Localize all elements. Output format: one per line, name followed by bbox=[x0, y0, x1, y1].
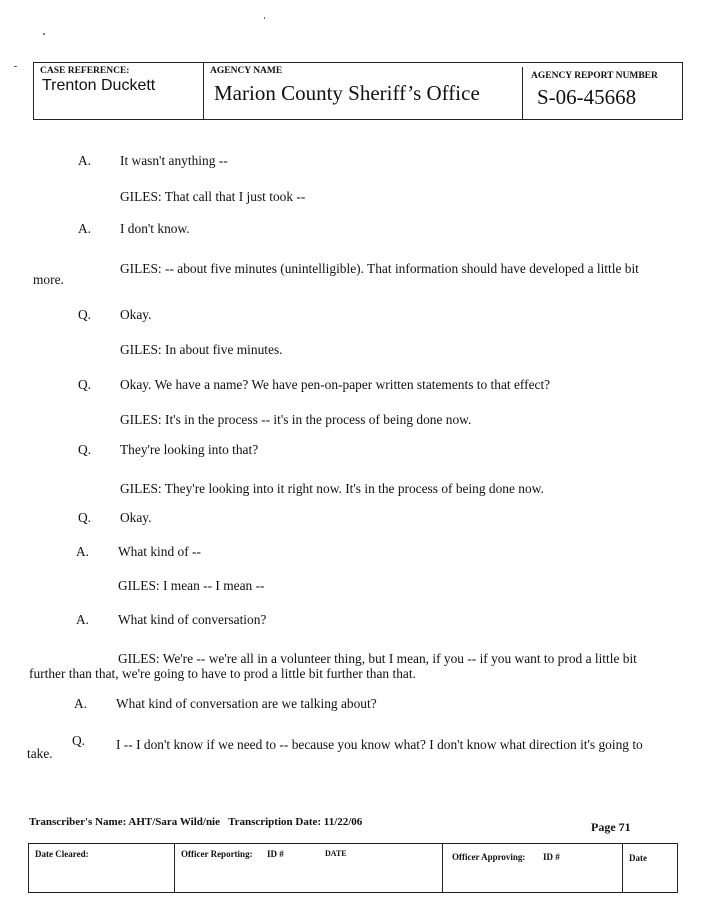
header-table bbox=[33, 62, 683, 120]
speaker-label: Q. bbox=[72, 733, 86, 748]
transcript-line: It wasn't anything -- bbox=[120, 153, 228, 168]
transcript-line: GILES: In about five minutes. bbox=[120, 342, 283, 357]
speaker-label: Q. bbox=[78, 442, 92, 457]
scan-speck bbox=[43, 33, 45, 35]
speaker-label: A. bbox=[74, 696, 88, 711]
speaker-label: A. bbox=[76, 612, 90, 627]
speaker-label: A. bbox=[76, 544, 90, 559]
transcript-line: GILES: -- about five minutes (unintelligible). That information should have developed a little bit bbox=[120, 261, 639, 276]
officer-reporting-date-label: DATE bbox=[325, 849, 347, 858]
case-reference-value: Trenton Duckett bbox=[42, 77, 156, 94]
case-reference-cell bbox=[34, 63, 204, 119]
transcript-line: I don't know. bbox=[120, 221, 190, 236]
agency-name-cell bbox=[204, 63, 522, 119]
scan-speck bbox=[14, 66, 17, 67]
case-reference-label: CASE REFERENCE: bbox=[40, 66, 130, 76]
agency-name-label: AGENCY NAME bbox=[210, 66, 283, 76]
approving-date-cell bbox=[623, 844, 677, 892]
transcript-continuation: take. bbox=[27, 746, 53, 761]
transcription-date-value: 11/22/06 bbox=[323, 816, 363, 828]
transcript-line: Okay. bbox=[120, 307, 152, 322]
officer-approving-label: Officer Approving: bbox=[452, 852, 526, 862]
transcript-continuation: more. bbox=[33, 272, 64, 287]
agency-report-number-value: S-06-45668 bbox=[537, 85, 637, 109]
officer-approving-id-label: ID # bbox=[543, 852, 560, 862]
agency-name-value: Marion County Sheriff’s Office bbox=[214, 81, 480, 105]
scan-speck bbox=[264, 17, 265, 19]
transcript-line: Okay. We have a name? We have pen-on-paper written statements to that effect? bbox=[120, 377, 551, 392]
officer-approving-cell bbox=[443, 844, 623, 892]
date-cleared-cell bbox=[29, 844, 175, 892]
transcriber-label: Transcriber's Name: bbox=[29, 816, 127, 828]
transcript-line: They're looking into that? bbox=[120, 442, 259, 457]
transcript-line: What kind of -- bbox=[118, 544, 201, 559]
page-number bbox=[591, 820, 631, 835]
transcript-line: GILES: We're -- we're all in a volunteer thing, but I mean, if you -- if you want to prod a little bit bbox=[118, 651, 637, 666]
agency-report-number-cell bbox=[522, 67, 682, 119]
approving-date-label: Date bbox=[629, 853, 647, 863]
transcript-line: GILES: They're looking into it right now. It's in the process of being done now. bbox=[120, 481, 544, 496]
page-label: Page bbox=[591, 820, 616, 834]
officer-reporting-id-label: ID # bbox=[267, 849, 284, 859]
transcriber-value: AHT/Sara Wild/nie bbox=[128, 816, 220, 828]
speaker-label: A. bbox=[78, 153, 92, 168]
transcript-line: What kind of conversation? bbox=[118, 612, 267, 627]
footer-table bbox=[28, 843, 678, 893]
transcript-line: GILES: I mean -- I mean -- bbox=[118, 578, 265, 593]
transcript-line: GILES: It's in the process -- it's in the process of being done now. bbox=[120, 412, 472, 427]
speaker-label: Q. bbox=[78, 510, 92, 525]
transcript-line: What kind of conversation are we talking about? bbox=[116, 696, 377, 711]
page-number-value: 71 bbox=[618, 820, 631, 834]
speaker-label: A. bbox=[78, 221, 92, 236]
transcript-line: I -- I don't know if we need to -- because you know what? I don't know what direction it's going to bbox=[116, 737, 643, 752]
officer-reporting-label: Officer Reporting: bbox=[181, 849, 253, 859]
transcript-line: GILES: That call that I just took -- bbox=[120, 189, 306, 204]
transcription-date-label: Transcription Date: bbox=[228, 816, 322, 828]
speaker-label: Q. bbox=[78, 377, 92, 392]
date-cleared-label: Date Cleared: bbox=[35, 849, 89, 859]
officer-reporting-cell bbox=[175, 844, 443, 892]
agency-report-number-label: AGENCY REPORT NUMBER bbox=[531, 71, 658, 81]
transcript-line: Okay. bbox=[120, 510, 152, 525]
transcript-continuation: further than that, we're going to have to prod a little bit further than that. bbox=[29, 666, 416, 681]
speaker-label: Q. bbox=[78, 307, 92, 322]
transcriber-line bbox=[29, 816, 362, 828]
